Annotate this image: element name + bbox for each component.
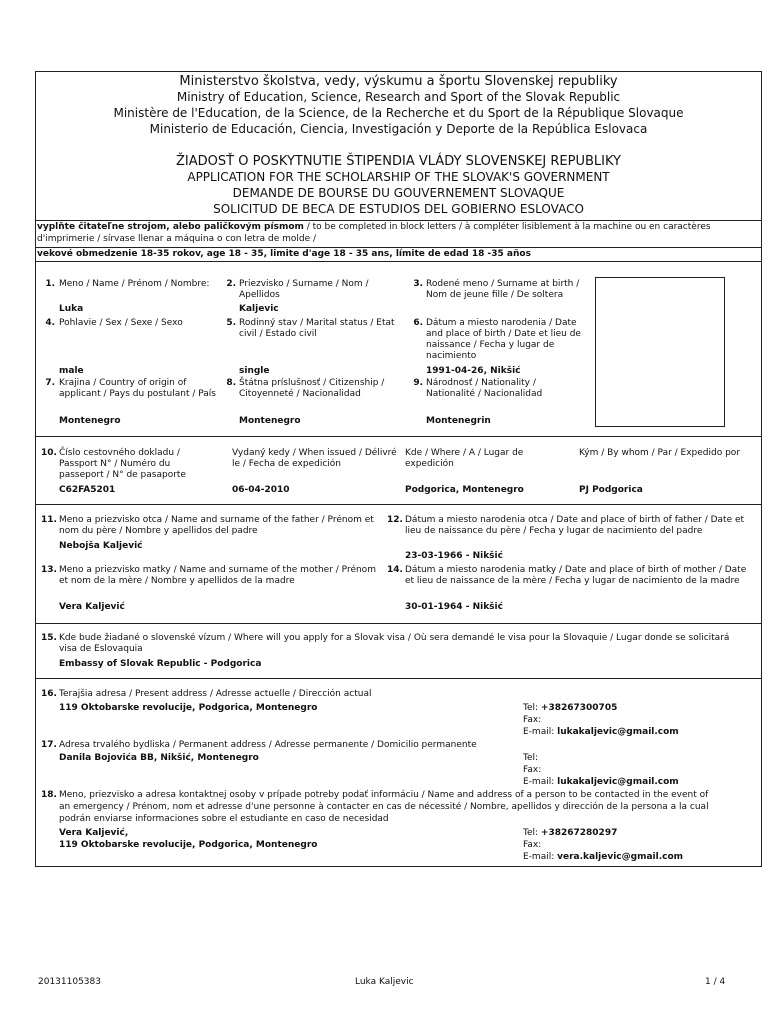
emergency-contact-label-3: podrán enviarse informaciones sobre el estudiante en caso de necesidad [59, 814, 389, 824]
field-number: 14. [387, 565, 403, 575]
surname-label: Priezvisko / Surname / Nom / Apellidos [239, 279, 369, 300]
divider [36, 247, 761, 248]
form-title-en: APPLICATION FOR THE SCHOLARSHIP OF THE SLOVAK'S GOVERNMENT [187, 170, 610, 184]
father-name-value: Nebojša Kaljević [59, 541, 143, 551]
field-number: 2. [226, 279, 236, 289]
field-number: 9. [413, 378, 423, 388]
field-number: 12. [387, 515, 403, 525]
email-value: lukakaljevic@gmail.com [557, 727, 679, 737]
photo-box [595, 277, 725, 427]
nationality-label: Národnosť / Nationality / Nationalité / Nacionalidad [426, 378, 543, 399]
divider [36, 220, 761, 221]
father-birth-value: 23-03-1966 - Nikšić [405, 551, 503, 561]
father-birth-label: Dátum a miesto narodenia otca / Date and place of birth of father / Date et lieu de naissance du père / Fecha y lugar de nacimiento del padre [405, 515, 745, 536]
permanent-fax-label: Fax: [523, 765, 542, 775]
mother-birth-value: 30-01-1964 - Nikšić [405, 602, 503, 612]
field-number: 17. [41, 740, 57, 750]
instructions-line1 [37, 222, 711, 233]
age-limit-note: vekové obmedzenie 18-35 rokov, age 18 - 35, limite d'age 18 - 35 ans, límite de edad 18 -35 años [37, 249, 531, 259]
field-number: 6. [413, 318, 423, 328]
passport-number-label: Číslo cestovného dokladu / Passport N° / Numéro du passeport / N° de pasaporte [59, 448, 186, 480]
field-number: 5. [226, 318, 236, 328]
footer-applicant-name: Luka Kaljevic [355, 977, 414, 987]
nationality-value: Montenegrin [426, 416, 491, 426]
emergency-tel [523, 828, 617, 839]
mother-name-label: Meno a priezvisko matky / Name and surname of the mother / Prénom et nom de la mère / Nombre y apellidos de la madre [59, 565, 376, 586]
form-title-fr: DEMANDE DE BOURSE DU GOUVERNEMENT SLOVAQUE [232, 186, 565, 200]
divider [36, 623, 761, 624]
sex-value: male [59, 366, 84, 376]
footer-page-number: 1 / 4 [705, 977, 726, 987]
form-title-sk: ŽIADOSŤ O POSKYTNUTIE ŠTIPENDIA VLÁDY SLOVENSKEJ REPUBLIKY [176, 154, 621, 169]
permanent-address-value: Danila Bojovića BB, Nikšić, Montenegro [59, 753, 259, 763]
present-address-value: 119 Oktobarske revolucije, Podgorica, Montenegro [59, 703, 318, 713]
field-number: 10. [41, 448, 57, 458]
ministry-title-es: Ministerio de Educación, Ciencia, Investigación y Deporte de la República Eslovaca [149, 122, 648, 136]
passport-issue-place-label: Kde / Where / A / Lugar de expedición [405, 448, 524, 469]
mother-name-value: Vera Kaljević [59, 602, 125, 612]
field-number: 4. [45, 318, 55, 328]
passport-issued-label: Vydaný kedy / When issued / Délivré le / Fecha de expedición [232, 448, 397, 469]
instructions-rest: / to be completed in block letters / à compléter lisiblement à la machine ou en caractères [303, 222, 711, 232]
field-number: 13. [41, 565, 57, 575]
field-number: 3. [413, 279, 423, 289]
surname-value: Kaljevic [239, 304, 279, 314]
form-title-es: SOLICITUD DE BECA DE ESTUDIOS DEL GOBIERNO ESLOVACO [213, 202, 584, 216]
email-label: E-mail: [523, 777, 555, 787]
instructions-bold: vyplňte čitateľne strojom, alebo paličkovým písmom [37, 222, 304, 232]
field-number: 11. [41, 515, 57, 525]
citizenship-value: Montenegro [239, 416, 301, 426]
mother-birth-label: Dátum a miesto narodenia matky / Date and place of birth of mother / Date et lieu de naissance de la mère / Fecha y lugar de nacimiento de la madre [405, 565, 747, 586]
footer-document-id: 20131105383 [38, 977, 101, 987]
permanent-tel-label: Tel: [523, 753, 539, 763]
email-label: E-mail: [523, 727, 555, 737]
tel-value: +38267300705 [540, 703, 618, 713]
ministry-title-fr: Ministère de l'Education, de la Science, de la Recherche et du Sport de la République Slovaque [113, 106, 684, 120]
emergency-contact-label-1: Meno, priezvisko a adresa kontaktnej osoby v prípade potreby podať informáciu / Name and address of a person to be contacted in the event of [59, 790, 709, 800]
country-of-origin-value: Montenegro [59, 416, 121, 426]
passport-issued-by-value: PJ Podgorica [579, 485, 643, 495]
emergency-contact-label-2: an emergency / Prénom, nom et adresse d'une personne à contacter en cas de nécessité / Nombre, apellidos y dirección de la persona a la cual [59, 802, 709, 812]
permanent-address-label: Adresa trvalého bydliska / Permanent address / Adresse permanente / Domicilio permanente [59, 740, 477, 750]
first-name-label: Meno / Name / Prénom / Nombre: [59, 279, 210, 289]
passport-number-value: C62FA5201 [59, 485, 116, 495]
email-label: E-mail: [523, 852, 555, 862]
email-value: lukakaljevic@gmail.com [557, 777, 679, 787]
citizenship-label: Štátna príslušnosť / Citizenship / Citoyenneté / Nacionalidad [239, 378, 385, 399]
surname-at-birth-label: Rodené meno / Surname at birth / Nom de jeune fille / De soltera [426, 279, 580, 300]
visa-location-label: Kde bude žiadané o slovenské vízum / Where will you apply for a Slovak visa / Où sera demandé le visa pour la Slovaquie / Lugar donde se solicitará visa de Eslovaquia [59, 633, 730, 654]
ministry-title-sk: Ministerstvo školstva, vedy, výskumu a športu Slovenskej republiky [179, 74, 618, 89]
marital-status-value: single [239, 366, 270, 376]
present-email [523, 727, 679, 738]
application-form [35, 71, 762, 867]
instructions-line2: d'imprimerie / sírvase llenar a máquina o con letra de molde / [37, 234, 317, 244]
country-of-origin-label: Krajina / Country of origin of applicant / Pays du postulant / País [59, 378, 216, 399]
divider [36, 504, 761, 505]
divider [36, 261, 761, 262]
field-number: 18. [41, 790, 57, 800]
permanent-email [523, 777, 679, 788]
emergency-contact-name: Vera Kaljević, [59, 828, 129, 838]
email-value: vera.kaljevic@gmail.com [557, 852, 684, 862]
sex-label: Pohlavie / Sex / Sexe / Sexo [59, 318, 183, 328]
tel-value: +38267280297 [540, 828, 618, 838]
present-tel [523, 703, 617, 714]
divider [36, 436, 761, 437]
field-number: 1. [45, 279, 55, 289]
field-number: 8. [226, 378, 236, 388]
birth-date-place-label: Dátum a miesto narodenia / Date and place of birth / Date et lieu de naissance / Fecha y lugar de nacimiento [426, 318, 581, 361]
field-number: 16. [41, 689, 57, 699]
emergency-fax-label: Fax: [523, 840, 542, 850]
visa-location-value: Embassy of Slovak Republic - Podgorica [59, 659, 262, 669]
divider [36, 678, 761, 679]
field-number: 7. [45, 378, 55, 388]
passport-issued-value: 06-04-2010 [232, 485, 290, 495]
passport-issued-by-label: Kým / By whom / Par / Expedido por [579, 448, 741, 458]
birth-date-place-value: 1991-04-26, Nikšić [426, 366, 521, 376]
emergency-email [523, 852, 683, 863]
emergency-contact-address: 119 Oktobarske revolucije, Podgorica, Montenegro [59, 840, 318, 850]
field-number: 15. [41, 633, 57, 643]
father-name-label: Meno a priezvisko otca / Name and surname of the father / Prénom et nom du père / Nombre y apellidos del padre [59, 515, 374, 536]
ministry-title-en: Ministry of Education, Science, Research and Sport of the Slovak Republic [176, 90, 621, 104]
first-name-value: Luka [59, 304, 84, 314]
tel-label: Tel: [523, 703, 539, 713]
present-fax-label: Fax: [523, 715, 542, 725]
passport-issue-place-value: Podgorica, Montenegro [405, 485, 524, 495]
present-address-label: Terajšia adresa / Present address / Adresse actuelle / Dirección actual [59, 689, 372, 699]
tel-label: Tel: [523, 828, 539, 838]
marital-status-label: Rodinný stav / Marital status / Etat civil / Estado civil [239, 318, 395, 339]
